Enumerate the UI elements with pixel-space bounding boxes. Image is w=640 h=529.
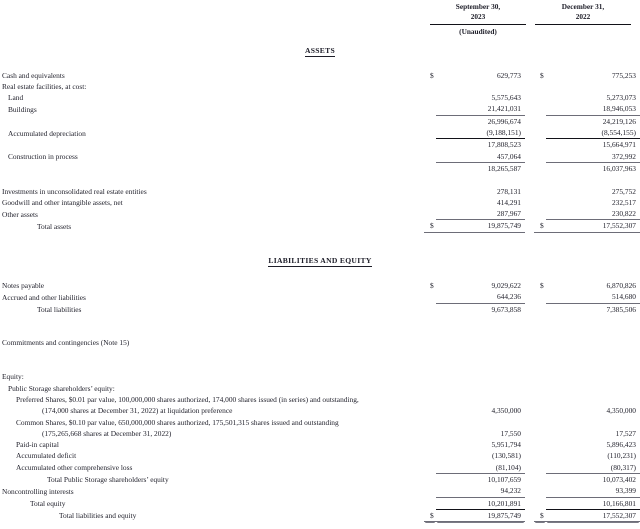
value-buildings-col2: 18,946,053 xyxy=(546,103,640,115)
row-ps-shareholders-equity-heading xyxy=(0,383,640,394)
row-preferred-shares xyxy=(0,394,640,417)
liabilities-heading-row xyxy=(0,255,640,268)
label-real-estate-facilities: Real estate facilities, at cost: xyxy=(2,81,87,91)
value-re-total-col2: 16,037,963 xyxy=(602,163,636,173)
label-paid-in-capital: Paid-in capital xyxy=(16,440,59,450)
value-aoci-col2: (80,317) xyxy=(546,462,640,474)
column-headers xyxy=(0,0,640,45)
row-construction-in-process xyxy=(0,151,640,163)
row-cash-and-equivalents xyxy=(0,70,640,81)
column-header-1-line1: September 30, xyxy=(455,2,501,11)
value-noncontrolling-col2: 93,399 xyxy=(546,485,640,497)
row-other-assets xyxy=(0,208,640,220)
spacer xyxy=(0,349,640,360)
preferred-shares-line1: Preferred Shares, $0.01 par value, 100,000,000 shares authorized, 174,000 shares issued (in series) and outstanding, xyxy=(16,394,359,404)
label-investments: Investments in unconsolidated real estate entities xyxy=(2,186,147,196)
spacer xyxy=(0,58,640,69)
spacer xyxy=(0,269,640,280)
currency-symbol: $ xyxy=(534,509,546,521)
row-accrued-liabilities xyxy=(0,291,640,303)
label-ps-shareholders-equity: Public Storage shareholders’ equity: xyxy=(8,383,115,393)
value-investments-col2: 275,752 xyxy=(611,186,636,196)
row-goodwill xyxy=(0,197,640,208)
value-re-net-col1: 17,808,523 xyxy=(487,140,521,150)
row-accumulated-other-comprehensive-loss xyxy=(0,462,640,474)
value-total-equity-col1: 10,201,891 xyxy=(436,497,525,509)
label-cash: Cash and equivalents xyxy=(2,70,65,80)
row-accumulated-deficit xyxy=(0,450,640,461)
value-construction-col2: 372,992 xyxy=(546,151,640,163)
label-accumulated-depreciation: Accumulated depreciation xyxy=(8,128,86,138)
label-commitments: Commitments and contingencies (Note 15) xyxy=(2,338,130,348)
value-preferred-shares-col1: 4,350,000 xyxy=(491,406,521,416)
value-other-assets-col2: 230,822 xyxy=(546,208,640,220)
spacer xyxy=(0,174,640,185)
currency-symbol: $ xyxy=(540,70,544,80)
value-total-liabilities-col1: 9,673,858 xyxy=(491,304,521,314)
value-notes-payable-col1: 9,029,622 xyxy=(491,280,521,290)
row-investments-unconsolidated xyxy=(0,186,640,197)
label-equity-heading: Equity: xyxy=(2,372,24,382)
value-re-total-col1: 18,265,587 xyxy=(487,163,521,173)
label-aoci: Accumulated other comprehensive loss xyxy=(16,463,133,473)
value-goodwill-col1: 414,291 xyxy=(496,197,521,207)
label-total-liabilities: Total liabilities xyxy=(37,304,82,314)
value-investments-col1: 278,131 xyxy=(496,186,521,196)
value-total-liab-equity-col1: 19,875,749 xyxy=(436,509,525,521)
column-header-1 xyxy=(430,2,526,21)
currency-symbol: $ xyxy=(540,280,544,290)
column-header-1-rule xyxy=(430,24,526,25)
label-noncontrolling-interests: Noncontrolling interests xyxy=(2,486,74,496)
value-noncontrolling-col1: 94,232 xyxy=(436,485,525,497)
value-land-col1: 5,575,643 xyxy=(491,93,521,103)
label-common-shares xyxy=(0,417,424,440)
value-accum-deficit-col1: (130,581) xyxy=(492,451,521,461)
row-real-estate-facilities-header xyxy=(0,81,640,92)
column-header-2-line2: 2022 xyxy=(575,11,591,21)
label-notes-payable: Notes payable xyxy=(2,280,45,290)
label-other-assets: Other assets xyxy=(2,209,38,219)
row-equity-heading xyxy=(0,371,640,382)
spacer xyxy=(0,326,640,337)
label-accumulated-deficit: Accumulated deficit xyxy=(16,451,77,461)
spacer xyxy=(0,315,640,326)
liabilities-heading-cell: LIABILITIES AND EQUITY xyxy=(268,256,372,266)
value-cash-col2: 775,253 xyxy=(611,70,636,80)
value-total-ps-equity-col2: 10,073,402 xyxy=(602,474,636,484)
value-buildings-col1: 21,421,031 xyxy=(436,103,525,115)
label-preferred-shares xyxy=(0,394,424,417)
column-header-2-line1: December 31, xyxy=(561,2,605,11)
value-total-equity-col2: 10,166,801 xyxy=(546,497,640,509)
row-total-assets xyxy=(0,220,640,232)
value-common-shares-col1: 17,550 xyxy=(500,428,521,438)
value-total-assets-col2: 17,552,307 xyxy=(546,220,640,232)
value-accrued-col1: 644,236 xyxy=(436,291,525,303)
currency-symbol: $ xyxy=(534,220,546,232)
label-goodwill: Goodwill and other intangible assets, net xyxy=(2,197,123,207)
assets-heading-cell: ASSETS xyxy=(304,46,336,55)
value-accum-deficit-col2: (110,231) xyxy=(607,451,636,461)
row-buildings xyxy=(0,103,640,115)
value-total-liab-equity-col2: 17,552,307 xyxy=(546,509,640,521)
value-re-subtotal-col1: 26,996,674 xyxy=(487,116,521,126)
value-notes-payable-col2: 6,870,826 xyxy=(606,280,636,290)
row-real-estate-subtotal xyxy=(0,115,640,127)
value-total-ps-equity-col1: 10,107,659 xyxy=(487,474,521,484)
assets-heading-row xyxy=(0,45,640,58)
unaudited-note: (Unaudited) xyxy=(459,27,497,36)
value-cash-col1: 629,773 xyxy=(496,70,521,80)
spacer xyxy=(0,360,640,371)
label-accrued-liabilities: Accrued and other liabilities xyxy=(2,292,86,302)
row-noncontrolling-interests xyxy=(0,485,640,497)
value-land-col2: 5,273,073 xyxy=(606,93,636,103)
preferred-shares-line2: (174,000 shares at December 31, 2022) at liquidation preference xyxy=(42,406,233,416)
common-shares-line2: (175,265,668 shares at December 31, 2022) xyxy=(42,428,172,438)
common-shares-line1: Common Shares, $0.10 par value, 650,000,000 shares authorized, 175,501,315 shares issued and outstanding xyxy=(16,417,339,427)
row-real-estate-net xyxy=(0,139,640,151)
value-accrued-col2: 514,680 xyxy=(546,291,640,303)
column-header-2-rule xyxy=(535,24,631,25)
value-construction-col1: 457,064 xyxy=(436,151,525,163)
row-paid-in-capital xyxy=(0,439,640,450)
label-total-equity: Total equity xyxy=(30,499,66,509)
value-total-liabilities-col2: 7,385,506 xyxy=(606,304,636,314)
row-commitments-contingencies xyxy=(0,337,640,348)
label-total-liabilities-and-equity: Total liabilities and equity xyxy=(59,511,137,521)
value-common-shares-col2: 17,527 xyxy=(615,428,636,438)
value-paid-in-capital-col1: 5,951,794 xyxy=(491,440,521,450)
row-total-equity xyxy=(0,497,640,509)
label-land: Land xyxy=(8,93,24,103)
label-buildings: Buildings xyxy=(8,104,37,114)
row-accumulated-depreciation xyxy=(0,127,640,139)
value-accum-dep-col2: (8,554,155) xyxy=(546,127,640,139)
row-total-ps-shareholders-equity xyxy=(0,473,640,485)
currency-symbol: $ xyxy=(430,280,434,290)
row-common-shares xyxy=(0,417,640,440)
currency-symbol: $ xyxy=(424,220,436,232)
value-preferred-shares-col2: 4,350,000 xyxy=(606,406,636,416)
currency-symbol: $ xyxy=(424,509,436,521)
row-land xyxy=(0,92,640,103)
row-notes-payable xyxy=(0,280,640,291)
value-total-assets-col1: 19,875,749 xyxy=(436,220,525,232)
row-real-estate-total xyxy=(0,162,640,174)
row-total-liabilities xyxy=(0,303,640,315)
label-total-ps-equity: Total Public Storage shareholders’ equity xyxy=(47,474,169,484)
value-paid-in-capital-col2: 5,896,423 xyxy=(606,440,636,450)
spacer xyxy=(0,232,640,244)
column-header-2 xyxy=(535,2,631,21)
column-header-1-line2: 2023 xyxy=(470,11,486,21)
balance-sheet-table xyxy=(0,45,640,522)
spacer xyxy=(0,244,640,255)
row-total-liabilities-and-equity xyxy=(0,509,640,521)
currency-symbol: $ xyxy=(430,70,434,80)
value-other-assets-col1: 287,967 xyxy=(436,208,525,220)
value-re-net-col2: 15,664,971 xyxy=(602,140,636,150)
label-total-assets: Total assets xyxy=(37,221,72,231)
value-re-subtotal-col2: 24,219,126 xyxy=(602,116,636,126)
value-aoci-col1: (81,104) xyxy=(436,462,525,474)
value-goodwill-col2: 232,517 xyxy=(611,197,636,207)
label-construction-in-process: Construction in process xyxy=(8,152,78,162)
value-accum-dep-col1: (9,188,151) xyxy=(436,127,525,139)
